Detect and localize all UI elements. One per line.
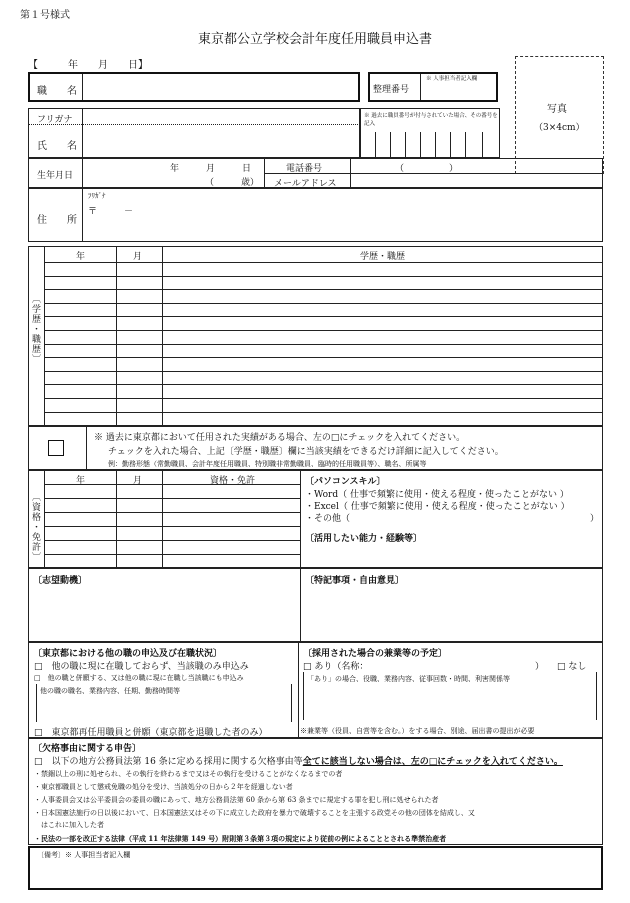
- license-row[interactable]: [44, 484, 300, 498]
- license-col-year: 年: [76, 476, 86, 486]
- page-title: 東京都公立学校会計年度任用職員申込書: [197, 32, 432, 47]
- phone-field[interactable]: （ ）: [395, 164, 459, 174]
- disqualification-main: □ 以下の地方公務員法第 16 条に定める採用に関する欠格事由等: [34, 757, 303, 767]
- address-furigana: ﾌﾘｶﾞﾅ: [88, 192, 106, 200]
- name-label: 氏 名: [37, 141, 77, 152]
- license-side-label: 〔資格・免許〕: [30, 492, 40, 562]
- disqualification-item: ・民法の一部を改正する法律（平成 11 年法律第 149 号）附則第３条第３項の規定により従前の例によることとされる準禁治産者: [34, 834, 447, 843]
- disqualification-item: はこれに加入した者: [34, 821, 104, 829]
- license-row[interactable]: [44, 554, 300, 568]
- side-job-footnote: ※兼業等（役員、自営等を含む。）をする場合、別途、届出書の提出が必要: [300, 727, 535, 735]
- license-row[interactable]: [44, 512, 300, 526]
- history-row[interactable]: [44, 344, 603, 358]
- history-row[interactable]: [44, 303, 603, 317]
- history-row[interactable]: [44, 384, 603, 398]
- side-job-heading: 〔採用された場合の兼業等の予定〕: [303, 649, 448, 659]
- photo-box: [515, 56, 604, 174]
- history-row[interactable]: [44, 371, 603, 385]
- history-row[interactable]: [44, 330, 603, 344]
- other-jobs-opt3[interactable]: □ 東京都再任用職員と併願（東京都を退職した者のみ）: [34, 728, 268, 738]
- dob-label: 生年月日: [37, 171, 74, 181]
- dob-age[interactable]: （ 歳）: [205, 178, 260, 188]
- history-col-year: 年: [76, 252, 86, 262]
- ability-heading: 〔活用したい能力・経験等〕: [305, 534, 423, 544]
- other-jobs-opt1[interactable]: □ 他の職に現に在職しておらず、当該職のみ申込み: [34, 662, 249, 672]
- staff-number-note: ※ 過去に職員番号が付与されていた場合、その番号を記入: [364, 113, 498, 127]
- history-row[interactable]: [44, 262, 603, 276]
- pc-skill-heading: 〔パソコンスキル〕: [305, 477, 386, 487]
- license-col-detail: 資格・免許: [210, 476, 256, 486]
- history-row[interactable]: [44, 316, 603, 330]
- history-side-label: 〔学歴・職歴〕: [30, 294, 40, 364]
- name-field[interactable]: [28, 108, 360, 158]
- dob-ymd[interactable]: 年 月 日: [170, 164, 252, 174]
- disqualification-checkbox-line[interactable]: [34, 754, 563, 767]
- disqualification-item: ・東京都職員として懲戒免職の処分を受け、当該処分の日から２年を経過しない者: [34, 783, 293, 791]
- admin-number-label: 整理番号: [373, 85, 410, 95]
- photo-size: （3×4cm）: [534, 123, 585, 133]
- side-job-bracket-note: 「あり」の場合、役職、業務内容、従事回数・時間、利害関係等: [307, 675, 510, 683]
- past-experience-line3: 例：勤務形態（常勤職員、会計年度任用職員、特別職非常勤職員、臨時的任用職員等）、職名、所属等: [108, 460, 427, 468]
- job-title-label: 職 名: [37, 86, 77, 97]
- disqualification-item: ・人事委員会又は公平委員会の委員の職にあって、地方公務員法第 60 条から第 63 条までに規定する罪を犯し刑に処せられた者: [34, 796, 439, 804]
- license-row[interactable]: [44, 498, 300, 512]
- photo-label: 写真: [547, 104, 567, 115]
- disqualification-heading: 〔欠格事由に関する申告〕: [33, 744, 142, 754]
- other-jobs-opt2[interactable]: □ 他の職と併願する、又は他の職に現に在職し当該職にも申込み: [34, 674, 244, 682]
- disqualification-item: ・日本国憲法施行の日以後において、日本国憲法又はその下に成立した政府を暴力で破壊することを主張する政党その他の団体を結成し、又: [34, 809, 475, 817]
- admin-note: ※ 人事担当者記入欄: [426, 76, 478, 82]
- past-experience-line1: ※ 過去に東京都において任用された実績がある場合、左の□にチェックを入れてください。: [94, 433, 466, 443]
- history-col-month: 月: [133, 252, 143, 262]
- remarks-label: 〔備考〕※ 人事担当者記入欄: [37, 851, 131, 859]
- license-col-month: 月: [133, 476, 143, 486]
- furigana-label: フリガナ: [37, 115, 73, 125]
- pc-skill-word[interactable]: ・Word（ 仕事で頻繁に使用・使える程度・使ったことがない ）: [305, 490, 569, 500]
- form-number: 第１号様式: [20, 10, 70, 21]
- past-experience-checkbox[interactable]: [48, 440, 64, 456]
- job-title-field[interactable]: [28, 72, 360, 102]
- history-row[interactable]: [44, 289, 603, 303]
- email-label: メールアドレス: [274, 179, 337, 189]
- side-job-no[interactable]: □ なし: [557, 662, 587, 672]
- history-row[interactable]: [44, 357, 603, 371]
- other-jobs-bracket-note: 他の職の職名、業務内容、任期、勤務時間等: [40, 687, 180, 695]
- pc-skill-other[interactable]: ・その他（: [305, 514, 351, 524]
- side-job-yes-close: ）: [535, 662, 545, 672]
- address-postal[interactable]: 〒 －: [88, 207, 134, 217]
- motivation-heading: 〔志望動機〕: [33, 576, 88, 586]
- license-row[interactable]: [44, 526, 300, 540]
- past-experience-line2: チェックを入れた場合、上記〔学歴・職歴〕欄に当該実績をできるだけ詳細に記入してください。: [108, 447, 504, 457]
- other-jobs-heading: 〔東京都における他の職の申込及び在職状況〕: [33, 649, 223, 659]
- pc-skill-excel[interactable]: ・Excel（ 仕事で頻繁に使用・使える程度・使ったことがない ）: [305, 502, 570, 512]
- history-row[interactable]: [44, 412, 603, 426]
- phone-label: 電話番号: [286, 164, 323, 174]
- history-row[interactable]: [44, 276, 603, 290]
- history-row[interactable]: [44, 398, 603, 412]
- special-heading: 〔特記事項・自由意見〕: [305, 576, 405, 586]
- license-row[interactable]: [44, 540, 300, 554]
- side-job-yes[interactable]: □ あり（名称：: [303, 662, 369, 672]
- disqualification-item: ・禁錮以上の刑に処せられ、その執行を終わるまで又はその執行を受けることがなくなるまでの者: [34, 770, 343, 778]
- date-line: 【 年 月 日】: [28, 60, 148, 71]
- address-label: 住 所: [37, 215, 77, 226]
- disqualification-main-bold: 全てに該当しない場合は、左の□にチェックを入れてください。: [302, 757, 563, 767]
- history-col-detail: 学歴・職歴: [360, 252, 406, 262]
- pc-skill-other-close: ）: [590, 514, 600, 524]
